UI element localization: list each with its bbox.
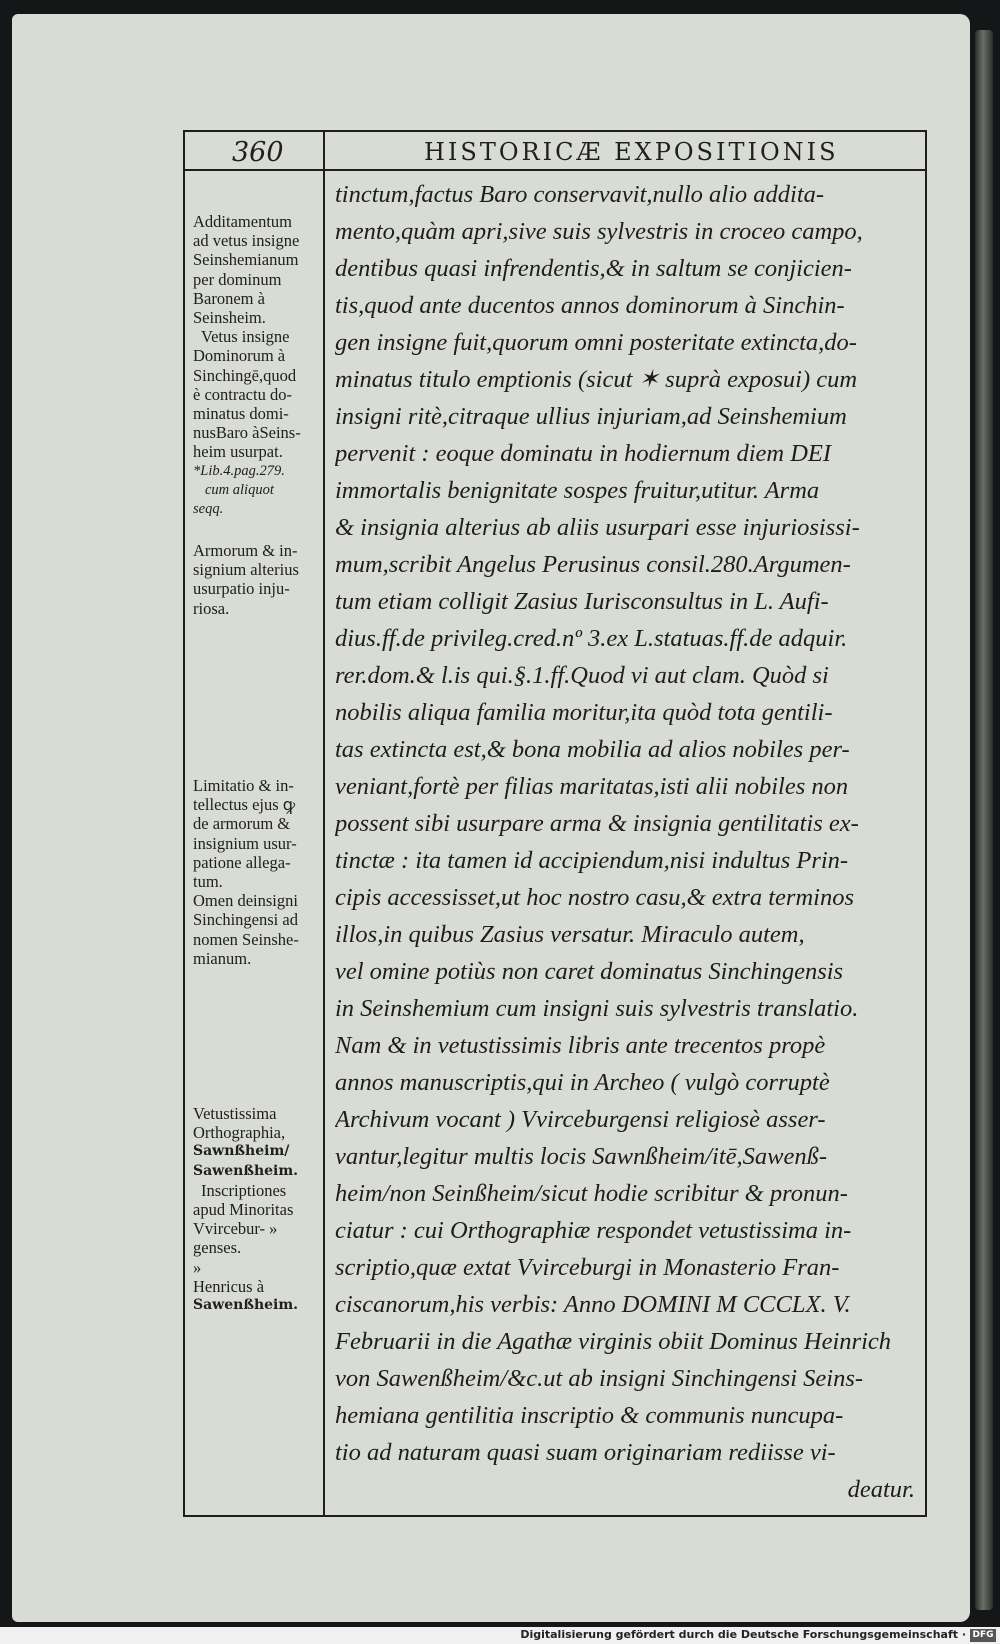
- sidenote-line: Sawenßheim.: [193, 1162, 299, 1179]
- sidenote-line: nomen Seinshe-: [193, 929, 299, 949]
- dfg-logo: DFG: [970, 1629, 996, 1642]
- text-line: possent sibi usurpare arma & insignia gentilitatis ex-: [335, 810, 859, 837]
- header-rule: [183, 169, 925, 171]
- sidenote-line: genses.: [193, 1238, 242, 1258]
- sidenote-line: Orthographia,: [193, 1123, 286, 1143]
- sidenote-line: insignium usur-: [193, 833, 297, 853]
- sidenote-line: Seinshemianum: [193, 250, 299, 270]
- sidenote-line: Henricus à: [193, 1276, 265, 1296]
- sidenote-line: Dominorum à: [193, 346, 286, 366]
- text-line: vantur,legitur multis locis Sawnßheim/itē,Sawenß-: [335, 1143, 828, 1170]
- sidenote-line: signium alterius: [193, 560, 299, 580]
- text-line: mento,quàm apri,sive suis sylvestris in croceo campo,: [335, 218, 863, 245]
- text-line: & insignia alterius ab aliis usurpari esse injuriosissi-: [335, 514, 860, 541]
- text-line: ciscanorum,his verbis: Anno DOMINI M CCCLX. V.: [335, 1291, 851, 1318]
- sidenote-line: apud Minoritas: [193, 1200, 294, 1220]
- sidenote-line: è contractu do-: [193, 384, 292, 404]
- text-line: von Sawenßheim/&c.ut ab insigni Sinchingensi Seins-: [335, 1365, 864, 1392]
- sidenote-line: Sinchingē,quod: [193, 365, 297, 385]
- sidenote-additamentum: [193, 212, 321, 462]
- sidenote-reference: [193, 462, 321, 520]
- text-line: illos,in quibus Zasius versatur. Miraculo autem,: [335, 921, 805, 948]
- text-line: tum etiam colligit Zasius Iurisconsultus in L. Aufi-: [335, 588, 829, 615]
- sidenote-line: *Lib.4.pag.279.: [193, 463, 285, 479]
- text-line: minatus titulo emptionis (sicut ✶ suprà exposui) cum: [335, 366, 858, 393]
- text-line: gen insigne fuit,quorum omni posteritate extincta,do-: [335, 329, 857, 356]
- sidenote-line: Additamentum: [193, 212, 292, 231]
- sidenote-line: Omen deinsigni: [193, 891, 298, 911]
- text-line: dius.ff.de privileg.cred.nº 3.ex L.statuas.ff.de adquir.: [335, 625, 848, 652]
- sidenote-line: Sawnßheim/: [193, 1143, 290, 1160]
- sidenote-line: ad vetus insigne: [193, 231, 300, 251]
- text-line: annos manuscriptis,qui in Archeo ( vulgò corruptè: [335, 1069, 830, 1096]
- text-line: Februarii in die Agathæ virginis obiit Dominus Heinrich: [335, 1328, 891, 1355]
- text-line: tas extincta est,& bona mobilia ad alios nobiles per-: [335, 736, 850, 763]
- sidenote-line: tellectus ejus ꝙ: [193, 795, 296, 815]
- sidenote-line: Vvircebur- »: [193, 1219, 278, 1239]
- text-line: Nam & in vetustissimis libris ante trecentos propè: [335, 1032, 826, 1059]
- sidenote-line: Armorum & in-: [193, 541, 298, 560]
- text-line: vel omine potiùs non caret dominatus Sinchingensis: [335, 958, 844, 985]
- sidenote-armorum: [193, 541, 321, 618]
- sidenote-line: minatus domi-: [193, 404, 289, 424]
- text-line: heim/non Seinßheim/sicut hodie scribitur & pronun-: [335, 1180, 848, 1207]
- sidenote-line: cum aliquot: [205, 482, 274, 499]
- sidenote-line: Vetustissima: [193, 1104, 277, 1123]
- book-binding-edge: [975, 30, 993, 1610]
- sidenote-line: mianum.: [193, 948, 252, 968]
- text-line: tinctæ : ita tamen id accipiendum,nisi indultus Prin-: [335, 847, 849, 874]
- text-line: veniant,fortè per filias maritatas,isti alii nobiles non: [335, 773, 849, 800]
- text-line: nobilis aliqua familia moritur,ita quòd tota gentili-: [335, 699, 833, 726]
- sidenote-line: per dominum: [193, 269, 282, 289]
- text-line: tio ad naturam quasi suam originariam rediisse vi-: [335, 1439, 836, 1466]
- sidenote-line: Vetus insigne: [201, 327, 290, 347]
- text-line: mum,scribit Angelus Perusinus consil.280.Argumen-: [335, 551, 851, 578]
- main-text: [335, 176, 915, 1508]
- text-line: tis,quod ante ducentos annos dominorum à Sinchin-: [335, 292, 845, 319]
- sidenote-line: de armorum &: [193, 814, 291, 834]
- sidenote-line: Seinsheim.: [193, 308, 266, 328]
- sidenote-line: »: [193, 1257, 202, 1277]
- sidenote-line: nusBaro àSeins-: [193, 423, 301, 443]
- sidenote-line: Sinchingensi ad: [193, 910, 298, 930]
- sidenote-line: Sawenßheim.: [193, 1297, 299, 1314]
- sidenote-orthographia: [193, 1104, 321, 1315]
- text-line: scriptio,quæ extat Vvirceburgi in Monasterio Fran-: [335, 1254, 840, 1281]
- running-title: HISTORICÆ EXPOSITIONIS: [424, 138, 839, 166]
- text-line: tinctum,factus Baro conservavit,nullo alio addita-: [335, 181, 825, 208]
- text-line: in Seinshemium cum insigni suis sylvestris translatio.: [335, 995, 859, 1022]
- page-number: 360: [232, 137, 284, 168]
- text-line: cipis accessisset,ut hoc nostro casu,& extra terminos: [335, 884, 854, 911]
- sidenote-line: heim usurpat.: [193, 442, 283, 462]
- text-line: Archivum vocant ) Vvirceburgensi religiosè asser-: [335, 1106, 826, 1133]
- text-line: insigni ritè,citraque ullius injuriam,ad Seinshemium: [335, 403, 847, 430]
- sidenote-line: Baronem à: [193, 288, 265, 308]
- sidenote-limitatio: [193, 776, 321, 968]
- text-line: hemiana gentilitia inscriptio & communis nuncupa-: [335, 1402, 844, 1429]
- margin-divider: [323, 130, 325, 1517]
- text-line: ciatur : cui Orthographiæ respondet vetustissima in-: [335, 1217, 852, 1244]
- text-line: dentibus quasi infrendentis,& in saltum se conjicien-: [335, 255, 852, 282]
- sidenote-line: usurpatio inju-: [193, 579, 290, 599]
- text-line: pervenit : eoque dominatu in hodiernum diem DEI: [335, 440, 832, 467]
- sidenote-line: Limitatio & in-: [193, 776, 294, 795]
- dfg-footer: [0, 1627, 1000, 1644]
- sidenote-line: riosa.: [193, 598, 230, 618]
- text-line: rer.dom.& l.is qui.§.1.ff.Quod vi aut clam. Quòd si: [335, 662, 829, 689]
- text-line: immortalis benignitate sospes fruitur,utitur. Arma: [335, 477, 820, 504]
- sidenote-line: seqq.: [193, 501, 224, 518]
- footer-text: Digitalisierung gefördert durch die Deutsche Forschungsgemeinschaft ·: [520, 1628, 966, 1641]
- sidenote-line: Inscriptiones: [201, 1180, 287, 1200]
- sidenote-line: patione allega-: [193, 852, 291, 872]
- sidenote-line: tum.: [193, 872, 223, 892]
- catchword: deatur.: [847, 1476, 915, 1503]
